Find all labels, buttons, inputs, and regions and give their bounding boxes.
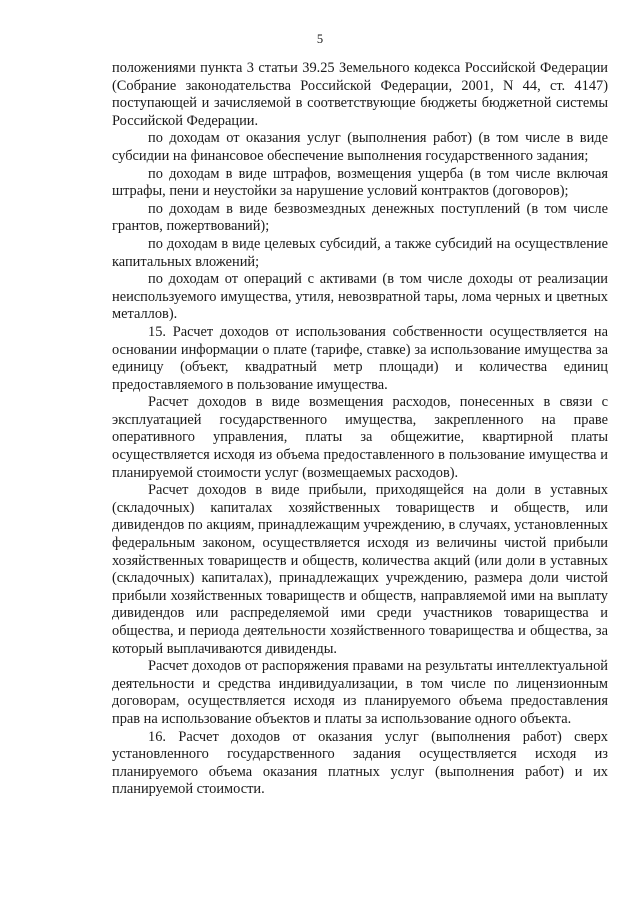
paragraph-land-code-continuation: положениями пункта 3 статьи 39.25 Земельного кодекса Российской Федерации (Собрание законодательства Российской Федерации, 2001, N 44, ст. 4147) поступающей и зачисляемой в соответствующие бюджеты бюджетной системы Российской Федерации.	[112, 60, 608, 129]
paragraph-fines-income: по доходам в виде штрафов, возмещения ущерба (в том числе включая штрафы, пени и неустойки за нарушение условий контрактов (договоров);	[112, 165, 608, 200]
paragraph-profit-dividends: Расчет доходов в виде прибыли, приходящейся на доли в уставных (складочных) капиталах хозяйственных товариществ и обществ, или дивидендов по акциям, принадлежащим учреждению, в случаях, установленных федеральным законом, осуществляется исходя из величины чистой прибыли хозяйственных товариществ и обществ, количества акций (или доли в уставных (складочных) капиталах), принадлежащих учреждению, размера доли чистой прибыли хозяйственных товариществ и обществ, направляемой ими на выплату дивидендов или распределяемой ими среди участников товарищества и общества, и периода деятельности хозяйственного товарищества и общества, за который выплачиваются дивиденды.	[112, 482, 609, 657]
document-body	[112, 60, 608, 799]
paragraph-expense-reimbursement: Расчет доходов в виде возмещения расходов, понесенных в связи с эксплуатацией государственного имущества, закрепленного на праве оперативного управления, платы за общежитие, квартирной платы осуществляется исходя из объема предоставленного в пользование имущества и планируемой стоимости услуг (возмещаемых расходов).	[112, 394, 608, 481]
paragraph-intellectual-property: Расчет доходов от распоряжения правами на результаты интеллектуальной деятельности и средства индивидуализации, в том числе по лицензионным договорам, осуществляется исходя из планируемого объема предоставления прав на использование объектов и платы за использование одного объекта.	[112, 658, 608, 727]
paragraph-targeted-subsidies: по доходам в виде целевых субсидий, а также субсидий на осуществление капитальных вложений;	[112, 235, 608, 270]
page-number: 5	[316, 32, 324, 46]
paragraph-item-15: 15. Расчет доходов от использования собственности осуществляется на основании информации о плате (тарифе, ставке) за использование имущества за единицу (объект, квадратный метр площади) и количества единиц предоставляемого в пользование имущества.	[112, 323, 608, 393]
paragraph-gratuitous-income: по доходам в виде безвозмездных денежных поступлений (в том числе грантов, пожертвований);	[112, 200, 608, 235]
paragraph-asset-operations: по доходам от операций с активами (в том числе доходы от реализации неиспользуемого имущества, утиля, невозвратной тары, лома черных и цветных металлов).	[112, 271, 608, 323]
paragraph-item-16: 16. Расчет доходов от оказания услуг (выполнения работ) сверх установленного государственного задания осуществляется исходя из планируемого объема оказания платных услуг (выполнения работ) и их планируемой стоимости.	[112, 728, 608, 798]
paragraph-services-income: по доходам от оказания услуг (выполнения работ) (в том числе в виде субсидии на финансовое обеспечение выполнения государственного задания;	[112, 130, 608, 164]
